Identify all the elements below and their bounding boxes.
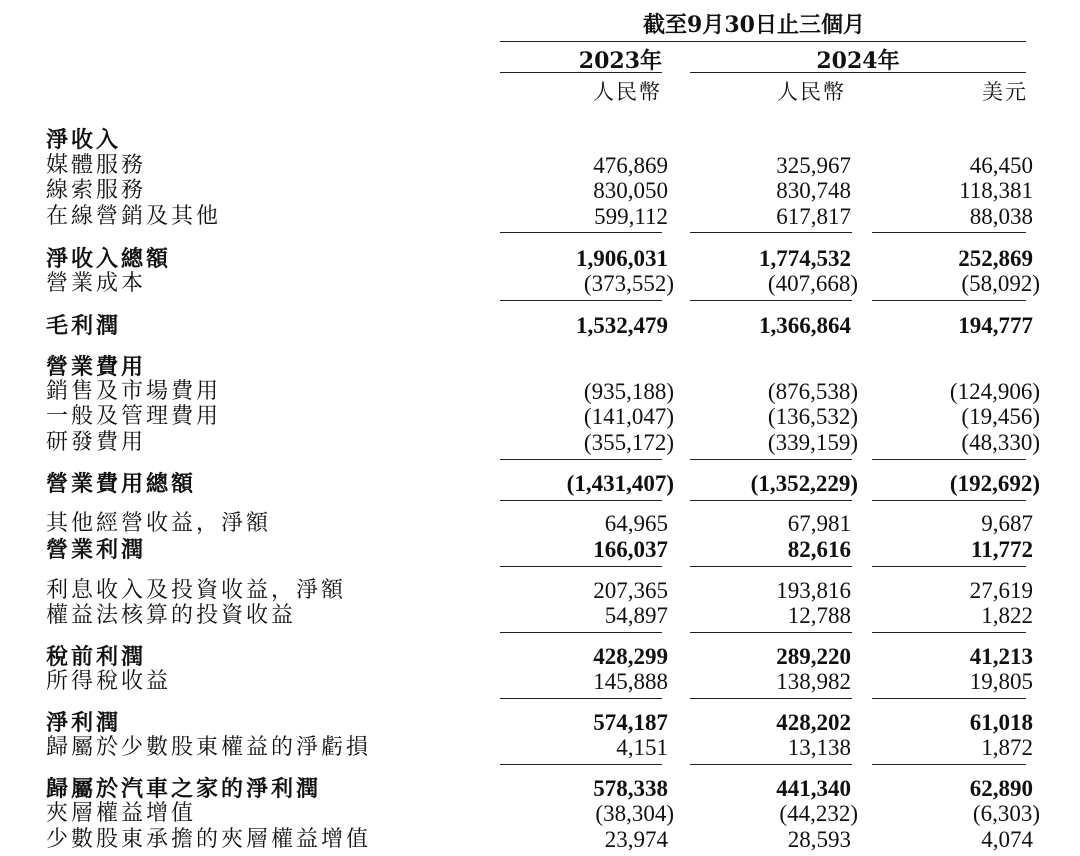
value-2024-rmb: 13,138 bbox=[787, 735, 851, 760]
subtotal-rule bbox=[500, 459, 662, 460]
value-2024-usd: 27,619 bbox=[969, 578, 1033, 603]
value-2023-rmb: 830,050 bbox=[593, 178, 668, 203]
row-label: 營業費用總額 bbox=[46, 471, 197, 497]
value-2024-rmb: 617,817 bbox=[776, 204, 851, 229]
subtotal-rule bbox=[690, 232, 852, 233]
value-2024-usd: 61,018 bbox=[969, 710, 1033, 735]
value-2023-rmb: 476,869 bbox=[593, 153, 668, 178]
row-label: 淨收入 bbox=[46, 127, 122, 153]
value-2024-rmb: 67,981 bbox=[787, 511, 851, 536]
period-heading: 截至9月30日止三個月 bbox=[643, 12, 865, 38]
subtotal-rule bbox=[690, 500, 852, 501]
value-2024-usd: 1,822 bbox=[981, 603, 1033, 628]
value-2023-rmb: 578,338 bbox=[593, 776, 668, 801]
value-2023-rmb: 64,965 bbox=[604, 511, 668, 536]
value-2024-rmb: 82,616 bbox=[787, 537, 851, 562]
value-2024-rmb: 289,220 bbox=[776, 644, 851, 669]
value-2024-usd: 4,074 bbox=[981, 827, 1033, 852]
value-2024-usd: 252,869 bbox=[958, 246, 1033, 271]
value-2023-rmb: 4,151 bbox=[616, 735, 668, 760]
value-2023-rmb: 207,365 bbox=[593, 578, 668, 603]
row-label: 稅前利潤 bbox=[46, 644, 147, 670]
value-2023-rmb: (141,047) bbox=[583, 404, 674, 429]
row-label: 一般及管理費用 bbox=[46, 404, 222, 429]
value-2024-usd: (124,906) bbox=[949, 379, 1040, 404]
subtotal-rule bbox=[690, 566, 852, 567]
row-label: 媒體服務 bbox=[46, 153, 147, 178]
value-2024-usd: 88,038 bbox=[969, 204, 1033, 229]
value-2024-rmb: 138,982 bbox=[776, 669, 851, 694]
value-2024-usd: (19,456) bbox=[961, 404, 1040, 429]
value-2023-rmb: (38,304) bbox=[595, 801, 674, 826]
value-2023-rmb: 1,532,479 bbox=[576, 313, 668, 338]
value-2024-usd: 194,777 bbox=[958, 313, 1033, 338]
subtotal-rule bbox=[500, 300, 662, 301]
value-2023-rmb: 599,112 bbox=[594, 204, 668, 229]
subtotal-rule bbox=[690, 764, 852, 765]
row-label: 淨利潤 bbox=[46, 710, 122, 736]
subtotal-rule bbox=[872, 459, 1026, 460]
row-label: 營業成本 bbox=[46, 271, 147, 296]
value-2024-rmb: 193,816 bbox=[776, 578, 851, 603]
value-2023-rmb: 166,037 bbox=[593, 537, 668, 562]
subtotal-rule bbox=[690, 459, 852, 460]
row-label: 其他經營收益，淨額 bbox=[46, 511, 272, 536]
value-2024-usd: 118,381 bbox=[959, 178, 1033, 203]
row-label: 營業利潤 bbox=[46, 537, 147, 563]
value-2024-rmb: 1,366,864 bbox=[759, 313, 851, 338]
value-2024-rmb: (407,668) bbox=[767, 271, 858, 296]
header-rule-top bbox=[500, 41, 1026, 42]
value-2024-rmb: (136,532) bbox=[767, 404, 858, 429]
value-2023-rmb: 23,974 bbox=[604, 827, 668, 852]
subtotal-rule bbox=[500, 764, 662, 765]
row-label: 營業費用 bbox=[46, 354, 147, 380]
currency-rmb-2023: 人民幣 bbox=[593, 80, 662, 104]
value-2024-rmb: (44,232) bbox=[779, 801, 858, 826]
value-2023-rmb: 54,897 bbox=[604, 603, 668, 628]
subtotal-rule bbox=[690, 632, 852, 633]
year-2024-heading: 2024年 bbox=[816, 48, 900, 74]
row-label: 淨收入總額 bbox=[46, 246, 172, 272]
subtotal-rule bbox=[690, 300, 852, 301]
row-label: 歸屬於少數股東權益的淨虧損 bbox=[46, 735, 372, 760]
value-2024-usd: (48,330) bbox=[961, 430, 1040, 455]
subtotal-rule bbox=[500, 232, 662, 233]
subtotal-rule bbox=[500, 698, 662, 699]
subtotal-rule bbox=[872, 764, 1026, 765]
subtotal-rule bbox=[872, 698, 1026, 699]
currency-usd: 美元 bbox=[982, 80, 1028, 104]
header-rule-2024 bbox=[690, 72, 1026, 73]
currency-rmb-2024: 人民幣 bbox=[777, 80, 846, 104]
row-label: 研發費用 bbox=[46, 430, 147, 455]
value-2024-usd: (6,303) bbox=[972, 801, 1040, 826]
subtotal-rule bbox=[500, 632, 662, 633]
value-2024-usd: (58,092) bbox=[961, 271, 1040, 296]
row-label: 夾層權益增值 bbox=[46, 801, 197, 826]
value-2024-rmb: 830,748 bbox=[776, 178, 851, 203]
value-2023-rmb: 1,906,031 bbox=[576, 246, 668, 271]
value-2024-usd: 9,687 bbox=[981, 511, 1033, 536]
subtotal-rule bbox=[872, 632, 1026, 633]
row-label: 權益法核算的投資收益 bbox=[46, 603, 297, 628]
value-2024-rmb: 12,788 bbox=[787, 603, 851, 628]
row-label: 少數股東承擔的夾層權益增值 bbox=[46, 827, 372, 852]
value-2023-rmb: 145,888 bbox=[593, 669, 668, 694]
value-2024-rmb: 441,340 bbox=[776, 776, 851, 801]
value-2024-rmb: 28,593 bbox=[787, 827, 851, 852]
row-label: 利息收入及投資收益，淨額 bbox=[46, 578, 347, 603]
row-label: 銷售及市場費用 bbox=[46, 379, 222, 404]
value-2023-rmb: (373,552) bbox=[583, 271, 674, 296]
value-2023-rmb: 574,187 bbox=[593, 710, 668, 735]
subtotal-rule bbox=[690, 698, 852, 699]
value-2024-rmb: 428,202 bbox=[776, 710, 851, 735]
header-rule-2023 bbox=[500, 72, 662, 73]
subtotal-rule bbox=[500, 566, 662, 567]
value-2023-rmb: (935,188) bbox=[583, 379, 674, 404]
value-2024-usd: 1,872 bbox=[981, 735, 1033, 760]
value-2024-rmb: 325,967 bbox=[776, 153, 851, 178]
row-label: 在線營銷及其他 bbox=[46, 204, 222, 229]
value-2024-usd: 19,805 bbox=[969, 669, 1033, 694]
value-2024-usd: 41,213 bbox=[969, 644, 1033, 669]
subtotal-rule bbox=[500, 500, 662, 501]
subtotal-rule bbox=[872, 500, 1026, 501]
value-2023-rmb: 428,299 bbox=[593, 644, 668, 669]
subtotal-rule bbox=[872, 566, 1026, 567]
value-2024-rmb: 1,774,532 bbox=[759, 246, 851, 271]
row-label: 毛利潤 bbox=[46, 313, 122, 339]
row-label: 線索服務 bbox=[46, 178, 147, 203]
value-2024-usd: (192,692) bbox=[949, 471, 1040, 496]
row-label: 所得稅收益 bbox=[46, 669, 172, 694]
value-2023-rmb: (355,172) bbox=[583, 430, 674, 455]
subtotal-rule bbox=[872, 300, 1026, 301]
row-label: 歸屬於汽車之家的淨利潤 bbox=[46, 776, 322, 802]
value-2024-usd: 11,772 bbox=[971, 537, 1033, 562]
value-2023-rmb: (1,431,407) bbox=[566, 471, 674, 496]
value-2024-usd: 46,450 bbox=[969, 153, 1033, 178]
subtotal-rule bbox=[872, 232, 1026, 233]
value-2024-rmb: (876,538) bbox=[767, 379, 858, 404]
year-2023-heading: 2023年 bbox=[578, 48, 662, 74]
value-2024-rmb: (339,159) bbox=[767, 430, 858, 455]
value-2024-rmb: (1,352,229) bbox=[750, 471, 858, 496]
value-2024-usd: 62,890 bbox=[969, 776, 1033, 801]
